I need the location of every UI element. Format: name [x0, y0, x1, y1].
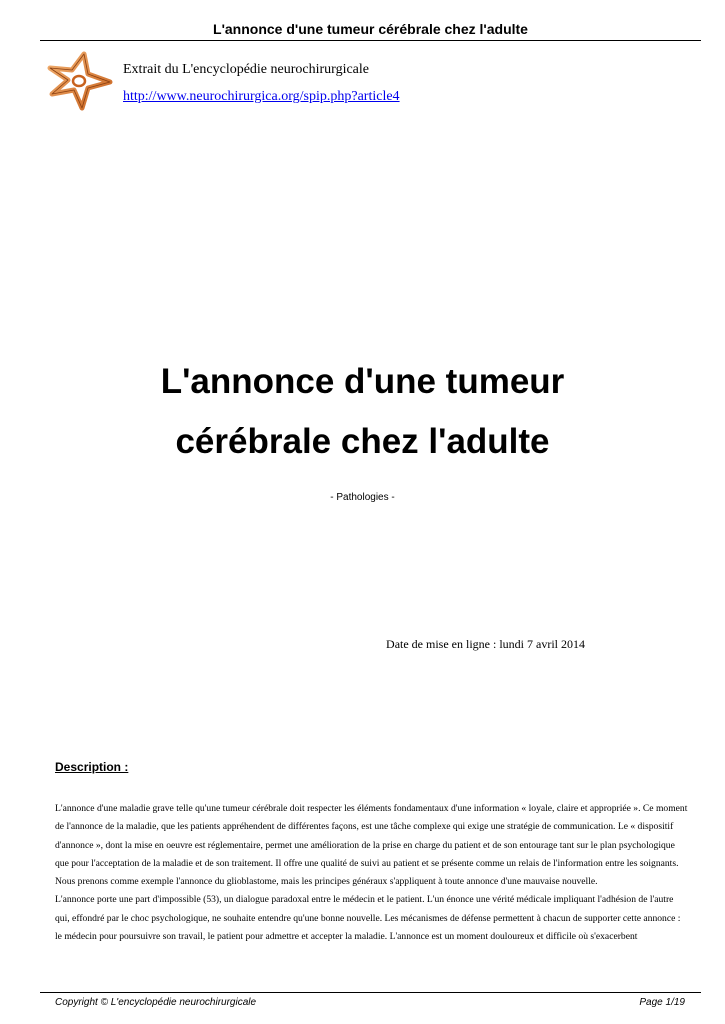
description-paragraph: Nous prenons comme exemple l'annonce du glioblastome, mais les principes généraux s'appliquent à toute annonce d'une mauvaise nouvelle. [55, 876, 598, 888]
footer-divider [40, 992, 701, 993]
neuron-star-logo-icon [44, 50, 116, 114]
description-body [55, 800, 689, 946]
source-url-link[interactable]: http://www.neurochirurgica.org/spip.php?article4 [123, 89, 400, 104]
running-header-title: L'annonce d'une tumeur cérébrale chez l'adulte [213, 21, 528, 37]
description-heading: Description : [55, 760, 129, 774]
document-title-line-2: cérébrale chez l'adulte [175, 422, 550, 461]
footer-copyright: Copyright © L'encyclopédie neurochirurgicale [55, 997, 257, 1008]
description-paragraph: L'annonce d'une maladie grave telle qu'une tumeur cérébrale doit respecter les éléments fondamentaux d'une information « loyale, claire et appropriée ». Ce moment de l'annonce de la maladie, que les patients appréhendent de différentes façons, est une tâche complexe qui exige une stratégie de communication. Le « dispositif d'annonce », dont la mise en oeuvre est réglementaire, permet une amélioration de la prise en charge du patient et de son entourage tant sur le plan psychologique que pour l'acceptation de la maladie et de son traitement. Il offre une qualité de suivi au patient et se présente comme un relais de l'information entre les soignants. [55, 803, 688, 869]
document-category: - Pathologies - [330, 492, 395, 503]
document-title-line-1: L'annonce d'une tumeur [160, 362, 565, 401]
footer-page-number: Page 1/19 [639, 997, 685, 1008]
publication-date: Date de mise en ligne : lundi 7 avril 2014 [386, 637, 585, 651]
description-paragraph: L'annonce porte une part d'impossible (53), un dialogue paradoxal entre le médecin et le patient. L'un énonce une vérité médicale impliquant l'adhésion de l'autre qui, effondré par le choc psychologique, ne souhaite entendre qu'une bonne nouvelle. Les mécanismes de défense permettent à chacun de supporter cette annonce : le médecin pour poursuivre son travail, le patient pour admettre et accepter la maladie. L'annonce est un moment douloureux et difficile où s'exacerbent [55, 894, 681, 943]
header-divider [40, 40, 701, 41]
document-title [40, 352, 685, 472]
source-excerpt-label: Extrait du L'encyclopédie neurochirurgicale [123, 62, 369, 77]
